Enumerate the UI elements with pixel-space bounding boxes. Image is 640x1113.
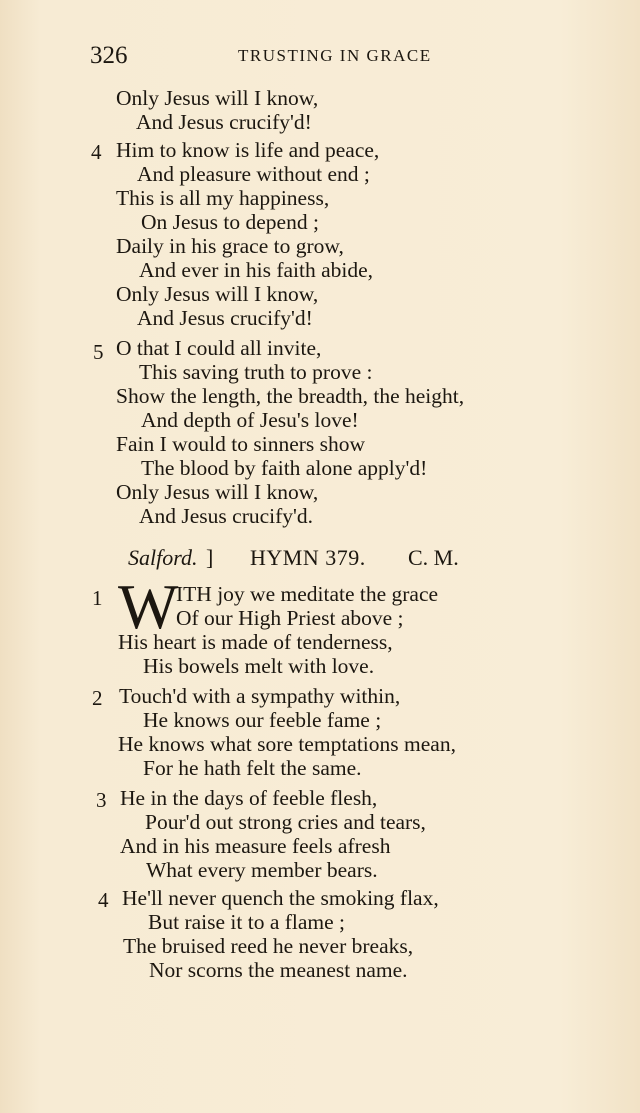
verse-line: Touch'd with a sympathy within, (119, 684, 401, 708)
verse-line: Him to know is life and peace, (116, 138, 380, 162)
verse-line: Nor scorns the meanest name. (149, 958, 408, 982)
verse-line: And Jesus crucify'd! (137, 306, 313, 330)
tune-name: Salford. (128, 545, 198, 570)
verse-line: What every member bears. (146, 858, 378, 882)
verse-line: And in his measure feels afresh (120, 834, 391, 858)
page-number: 326 (90, 42, 128, 69)
verse-line: Show the length, the breadth, the height, (116, 384, 465, 408)
hymn-meter: C. M. (408, 545, 459, 570)
stanza-number: 3 (96, 788, 107, 812)
verse-line: Pour'd out strong cries and tears, (145, 810, 426, 834)
verse-line: And pleasure without end ; (137, 162, 370, 186)
verse-line: Only Jesus will I know, (116, 86, 319, 110)
verse-line: On Jesus to depend ; (141, 210, 319, 234)
verse-line: The blood by faith alone apply'd! (141, 456, 428, 480)
verse-line: He'll never quench the smoking flax, (122, 886, 439, 910)
verse-line: He in the days of feeble flesh, (120, 786, 378, 810)
verse-line: Only Jesus will I know, (116, 480, 319, 504)
tune-bracket: ] (206, 545, 214, 570)
verse-line: For he hath felt the same. (143, 756, 362, 780)
stanza-number: 4 (91, 140, 102, 164)
verse-line: His bowels melt with love. (143, 654, 375, 678)
verse-line: But raise it to a flame ; (148, 910, 346, 934)
verse-line: The bruised reed he never breaks, (123, 934, 414, 958)
verse-line: He knows our feeble fame ; (143, 708, 382, 732)
verse-line: He knows what sore temptations mean, (118, 732, 456, 756)
verse-line: Of our High Priest above ; (176, 606, 404, 630)
stanza-number: 2 (92, 686, 103, 710)
verse-line: This saving truth to prove : (139, 360, 373, 384)
hymn-title: HYMN 379. (250, 545, 366, 570)
verse-line: O that I could all invite, (116, 336, 322, 360)
stanza-number: 4 (98, 888, 109, 912)
verse-line: Fain I would to sinners show (116, 432, 366, 456)
verse-line: And Jesus crucify'd. (139, 504, 314, 528)
drop-cap: W (118, 571, 179, 642)
verse-line: ITH joy we meditate the grace (176, 582, 439, 606)
stanza-number: 1 (92, 586, 103, 610)
verse-line: His heart is made of tenderness, (118, 630, 393, 654)
verse-line: And depth of Jesu's love! (141, 408, 359, 432)
verse-line: And ever in his faith abide, (139, 258, 374, 282)
running-head: TRUSTING IN GRACE (238, 46, 432, 65)
verse-line: Only Jesus will I know, (116, 282, 319, 306)
verse-line: This is all my happiness, (116, 186, 330, 210)
verse-line: And Jesus crucify'd! (136, 110, 312, 134)
verse-line: Daily in his grace to grow, (116, 234, 344, 258)
stanza-number: 5 (93, 340, 104, 364)
